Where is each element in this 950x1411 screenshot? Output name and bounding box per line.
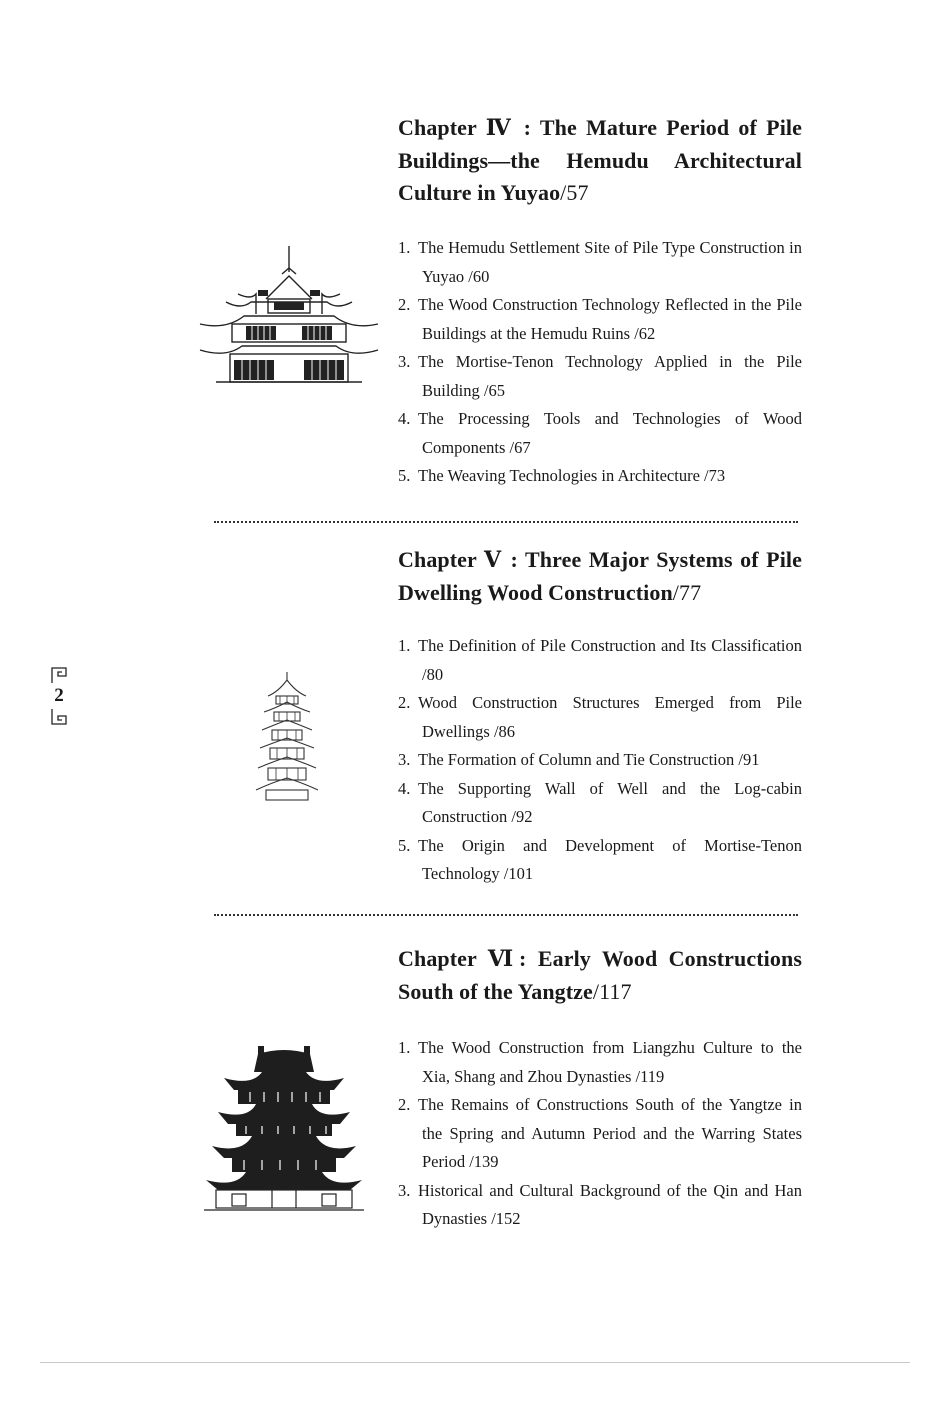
section-divider xyxy=(214,914,798,916)
toc-item: 1. The Wood Construction from Liangzhu Culture to the Xia, Shang and Zhou Dynasties /119 xyxy=(398,1038,802,1086)
toc-item: 5. The Origin and Development of Mortise-Tenon Technology /101 xyxy=(398,835,802,883)
chapter-4-title: Chapter Ⅳ : The Mature Period of Pile Buildings—the Hemudu Architectural Culture in Yuyao/57 xyxy=(398,115,802,205)
chapter-5-title: Chapter Ⅴ : Three Major Systems of Pile Dwelling Wood Construction/77 xyxy=(398,547,802,605)
section-divider xyxy=(214,521,798,523)
chapter-4-list xyxy=(398,234,802,491)
chapter-6-title: Chapter Ⅵ: Early Wood Constructions South of the Yangtze/117 xyxy=(398,946,802,1004)
page-number-folio xyxy=(49,666,69,726)
chapter-6-list xyxy=(398,1034,802,1234)
chapter-5-page: /77 xyxy=(672,579,702,605)
pagoda-icon xyxy=(254,670,320,804)
multi-storey-pavilion-icon xyxy=(196,244,382,390)
toc-item: 3. Historical and Cultural Background of the Qin and Han Dynasties /152 xyxy=(398,1180,802,1228)
chapter-4-page: /57 xyxy=(560,180,589,205)
tower-icon xyxy=(202,1042,366,1214)
fret-ornament-icon xyxy=(50,708,68,726)
toc-item: 2. The Wood Construction Technology Reflected in the Pile Buildings at the Hemudu Ruins /62 xyxy=(398,295,802,343)
fret-ornament-icon xyxy=(50,666,68,684)
page-bottom-rule xyxy=(40,1362,910,1363)
page-number: 2 xyxy=(54,685,64,706)
toc-item: 5. The Weaving Technologies in Architecture /73 xyxy=(398,466,726,485)
chapter-6-page: /117 xyxy=(592,978,632,1004)
toc-item: 1. The Definition of Pile Construction and Its Classification /80 xyxy=(398,636,802,684)
toc-item: 3. The Mortise-Tenon Technology Applied in the Pile Building /65 xyxy=(398,352,802,400)
toc-item: 3. The Formation of Column and Tie Construction /91 xyxy=(398,750,760,769)
toc-item: 2. The Remains of Constructions South of the Yangtze in the Spring and Autumn Period and the Warring States Period /139 xyxy=(398,1095,802,1171)
toc-item: 4. The Supporting Wall of Well and the Log-cabin Construction /92 xyxy=(398,778,802,826)
toc-item: 1. The Hemudu Settlement Site of Pile Type Construction in Yuyao /60 xyxy=(398,238,802,286)
toc-item: 4. The Processing Tools and Technologies of Wood Components /67 xyxy=(398,409,802,457)
toc-item: 2. Wood Construction Structures Emerged from Pile Dwellings /86 xyxy=(398,693,802,741)
chapter-5-list xyxy=(398,632,802,889)
